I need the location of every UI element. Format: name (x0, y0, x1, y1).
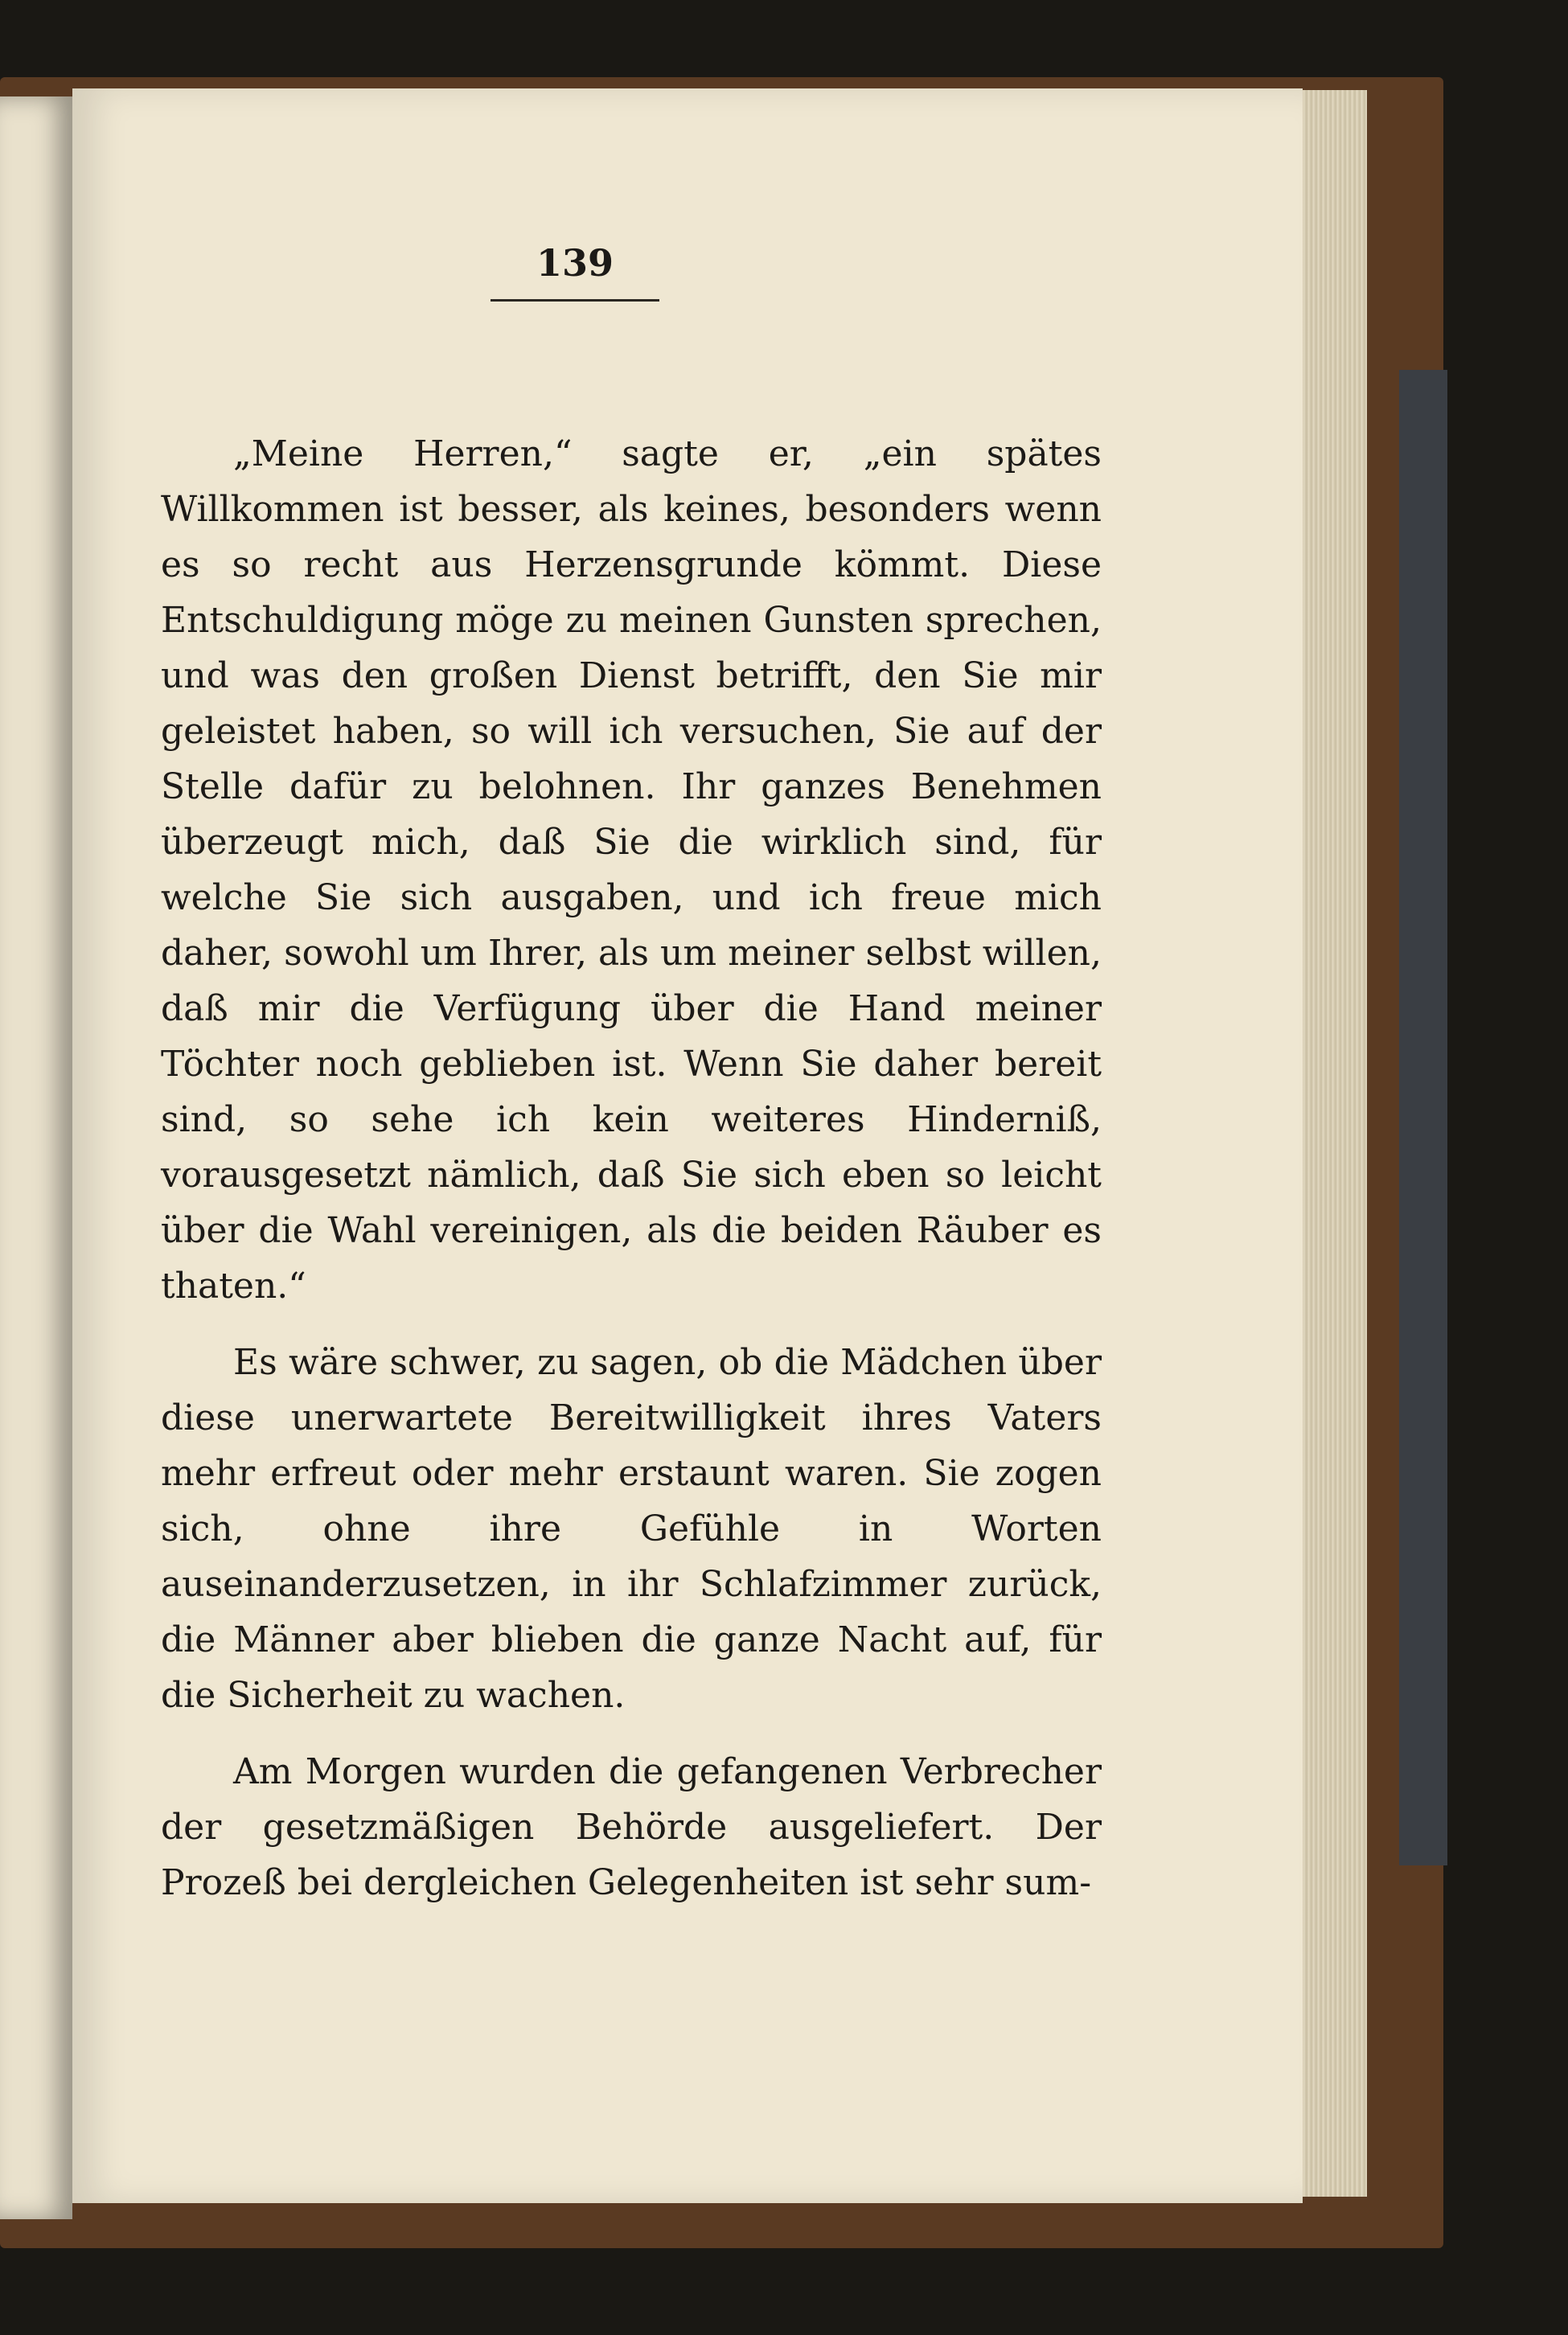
book-page (72, 88, 1303, 2203)
facing-page-edge (0, 96, 72, 2219)
page-number: 139 (536, 241, 614, 285)
header-rule (491, 299, 659, 302)
body-text (161, 426, 1102, 1910)
paragraph-3: Am Morgen wurden die gefangenen Verbrecher der gesetzmäßigen Behörde ausgeliefert. Der Prozeß bei dergleichen Gelegenheiten ist sehr sum- (161, 1751, 1102, 1903)
paragraph-2: Es wäre schwer, zu sagen, ob die Mädchen über diese unerwartete Bereitwilligkeit ihres Vaters mehr erfreut oder mehr erstaunt waren. Sie zogen sich, ohne ihre Gefühle in Worten auseinanderzusetzen, in ihr Schlafzimmer zurück, die Männer aber blieben die ganze Nacht auf, für die Sicherheit zu wachen. (161, 1342, 1102, 1716)
book-spine (1399, 370, 1447, 1865)
paragraph-1: „Meine Herren,“ sagte er, „ein spätes Willkommen ist besser, als keines, besonders wenn es so recht aus Herzensgrunde kömmt. Diese Entschuldigung möge zu meinen Gunsten sprechen, und was den großen Dienst betrifft, den Sie mir geleistet haben, so will ich versuchen, Sie auf der Stelle dafür zu belohnen. Ihr ganzes Benehmen überzeugt mich, daß Sie die wirklich sind, für welche Sie sich ausgaben, und ich freue mich daher, sowohl um Ihrer, als um meiner selbst willen, daß mir die Verfügung über die Hand meiner Töchter noch geblieben ist. Wenn Sie daher bereit sind, so sehe ich kein weiteres Hinderniß, vorausgesetzt nämlich, daß Sie sich eben so leicht über die Wahl vereinigen, als die beiden Räuber es thaten.“ (161, 433, 1102, 1307)
